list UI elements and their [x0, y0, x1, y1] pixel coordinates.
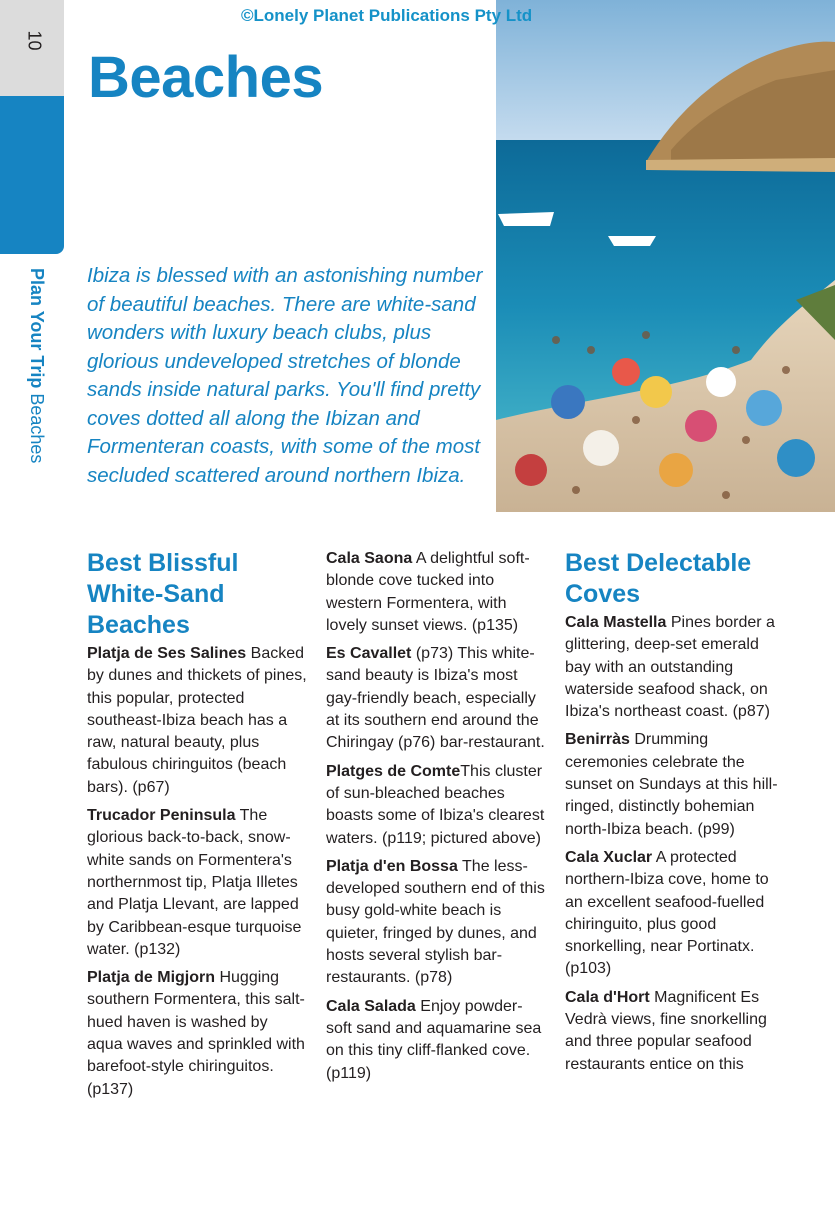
entry-es-cavallet: [326, 643, 548, 754]
entry-name: Platges de Comte: [326, 762, 461, 780]
entry-text: A delightful soft-blonde cove tucked into western Formentera, with lovely sunset views. (p135): [326, 550, 530, 634]
column-white-sand-beaches: [87, 548, 307, 1107]
entry-text: Pines border a glittering, deep-set emerald bay with an outstanding waterside seafood shack, on Ibiza's northeast coast. (p87): [565, 614, 775, 721]
chapter-section: Plan Your Trip: [27, 268, 47, 389]
intro-paragraph: Ibiza is blessed with an astonishing number of beautiful beaches. There are white-sand wonders with luxury beach clubs, plus glorious undeveloped stretches of blonde sands inside natural parks. You'll find pretty coves dotted all along the Ibizan and Formenteran coasts, with some of the most secluded scattered around northern Ibiza.: [87, 264, 483, 487]
entry-cala-mastella: [565, 612, 787, 723]
entry-text: Magnificent Es Vedrà views, fine snorkelling and three popular seafood restaurants entice on this: [565, 988, 767, 1073]
entry-name: Cala Xuclar: [565, 848, 653, 866]
entry-text: Drumming ceremonies celebrate the sunset on Sundays at this hill-ringed, distinctly bohemian north-Ibiza beach. (p99): [565, 731, 778, 838]
entry-name: Platja de Migjorn: [87, 969, 216, 987]
page-title: Beaches: [88, 45, 324, 110]
entry-text: (p73) This white-sand beauty is Ibiza's most gay-friendly beach, especially at its southern end around the Chiringay (p76) bar-restaurant.: [326, 645, 545, 752]
entry-text: Enjoy powder-soft sand and aquamarine sea on this tiny cliff-flanked cove. (p119): [326, 997, 542, 1082]
entry-name: Es Cavallet: [326, 645, 412, 663]
entry-text: The less-developed southern end of this busy gold-white beach is quieter, fringed by dunes, and hosts several stylish bar-restaurants. (p78): [326, 857, 545, 987]
chapter-label: [26, 268, 47, 463]
entry-benirras: [565, 729, 787, 840]
chapter-tab: [0, 96, 64, 254]
entry-cala-salada: [326, 996, 548, 1085]
heading-white-sand-beaches: Best Blissful White-Sand Beaches: [87, 549, 239, 639]
entry-platja-de-migjorn: [87, 967, 307, 1101]
entry-text: Hugging southern Formentera, this salt-hued haven is washed by aqua waves and sprinkled with barefoot-style chiringuitos. (p137): [87, 969, 305, 1098]
entry-text: The glorious back-to-back, snow-white sands on Formentera's northernmost tip, Platja Illetes and Platja Llevant, are lapped by Caribbean-esque turquoise water. (p132): [87, 807, 302, 958]
entry-platges-de-comte: [326, 761, 548, 850]
beach-photo: [496, 0, 835, 512]
entry-name: Platja d'en Bossa: [326, 857, 458, 875]
entry-text: A protected northern-Ibiza cove, home to an excellent seafood-fuelled chiringuito, plus good snorkelling, near Portinatx. (p103): [565, 848, 769, 978]
entry-name: Benirràs: [565, 731, 630, 749]
entry-name: Platja de Ses Salines: [87, 645, 247, 662]
entry-platja-de-ses-salines: [87, 643, 307, 799]
copyright-notice: ©Lonely Planet Publications Pty Ltd: [241, 6, 533, 25]
column-more-beaches: [326, 548, 548, 1091]
entry-platja-den-bossa: [326, 856, 548, 990]
entry-name: Cala d'Hort: [565, 988, 650, 1006]
column-delectable-coves: [565, 548, 787, 1082]
entry-trucador-peninsula: [87, 805, 307, 961]
entry-text: Backed by dunes and thickets of pines, this popular, protected southeast-Ibiza beach has a raw, natural beauty, plus fabulous chiringuitos (beach bars). (p67): [87, 645, 307, 796]
chapter-topic: Beaches: [27, 393, 47, 464]
entry-name: Cala Mastella: [565, 614, 667, 631]
entry-name: Cala Salada: [326, 997, 416, 1015]
entry-name: Trucador Peninsula: [87, 807, 236, 825]
entry-cala-saona: [326, 548, 548, 637]
entry-cala-xuclar: [565, 847, 787, 981]
heading-delectable-coves: Best Delectable Coves: [565, 549, 752, 608]
entry-cala-dhort: [565, 987, 787, 1076]
entry-text: This cluster of sun-bleached beaches boasts some of Ibiza's clearest waters. (p119; pictured above): [326, 762, 545, 847]
page-number: 10: [24, 30, 45, 51]
entry-name: Cala Saona: [326, 550, 413, 567]
